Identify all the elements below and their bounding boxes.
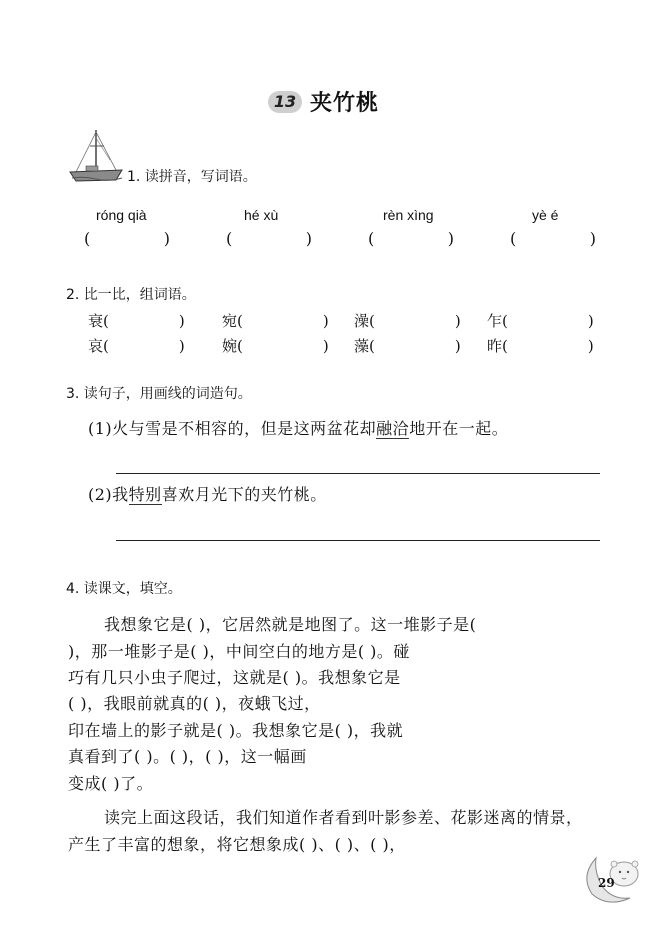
char-row-2-1[interactable]: 哀( ) <box>88 337 185 355</box>
answer-blank-2[interactable]: ( ) <box>226 229 312 248</box>
passage-line-6: 真看到了( )。( )，( )，这一幅画 <box>68 747 307 766</box>
passage-line-5: 印在墙上的影子就是( )。我想象它是( )，我就 <box>68 721 404 740</box>
passage-line-1: 我想象它是( )，它居然就是地图了。这一堆影子是( <box>104 615 477 634</box>
char-row-1-3[interactable]: 澡( ) <box>354 312 461 330</box>
boat-illustration-icon <box>66 126 126 188</box>
page-number: 29 <box>598 876 615 890</box>
q2-heading: 2. 比一比，组词语。 <box>66 287 196 303</box>
q4-heading: 4. 读课文，填空。 <box>66 581 182 597</box>
passage-line-2: )，那一堆影子是( )，中间空白的地方是( )。碰 <box>68 642 410 661</box>
summary-line-2: 产生了丰富的想象，将它想象成( )、( )、( )， <box>68 835 406 854</box>
answer-line-2[interactable] <box>116 540 600 541</box>
lesson-header <box>268 86 379 117</box>
passage-line-4: ( )，我眼前就真的( )，夜蛾飞过， <box>68 694 321 713</box>
answer-blank-1[interactable]: ( ) <box>84 229 170 248</box>
q3-heading: 3. 读句子，用画线的词造句。 <box>66 386 252 402</box>
answer-blank-3[interactable]: ( ) <box>368 229 454 248</box>
answer-blank-4[interactable]: ( ) <box>510 229 596 248</box>
char-row-2-2[interactable]: 婉( ) <box>222 337 329 355</box>
char-row-1-2[interactable]: 宛( ) <box>222 312 329 330</box>
char-row-2-4[interactable]: 昨( ) <box>487 337 594 355</box>
lesson-title: 夹竹桃 <box>310 91 380 116</box>
lesson-number: 13 <box>268 91 302 113</box>
char-row-1-4[interactable]: 乍( ) <box>487 312 594 330</box>
char-row-2-3[interactable]: 藻( ) <box>354 337 461 355</box>
sentence-2: (2)我特别喜欢月光下的夹竹桃。 <box>88 485 327 504</box>
passage-line-3: 巧有几只小虫子爬过，这就是( )。我想象它是 <box>68 668 401 687</box>
sentence-1: (1)火与雪是不相容的，但是这两盆花却融洽地开在一起。 <box>88 419 509 438</box>
pinyin-4: yè é <box>532 207 559 223</box>
underlined-word-2: 特别 <box>128 485 162 504</box>
answer-line-1[interactable] <box>116 473 600 474</box>
q1-heading: 1. 读拼音，写词语。 <box>127 169 257 185</box>
passage-line-7: 变成( )了。 <box>68 774 154 793</box>
char-row-1-1[interactable]: 衰( ) <box>88 312 185 330</box>
pinyin-3: rèn xìng <box>383 207 434 223</box>
summary-line-1: 读完上面这段话，我们知道作者看到叶影参差、花影迷离的情景， <box>104 808 583 827</box>
pinyin-2: hé xù <box>244 207 279 223</box>
pinyin-1: róng qià <box>96 207 147 223</box>
underlined-word-1: 融洽 <box>376 419 410 438</box>
